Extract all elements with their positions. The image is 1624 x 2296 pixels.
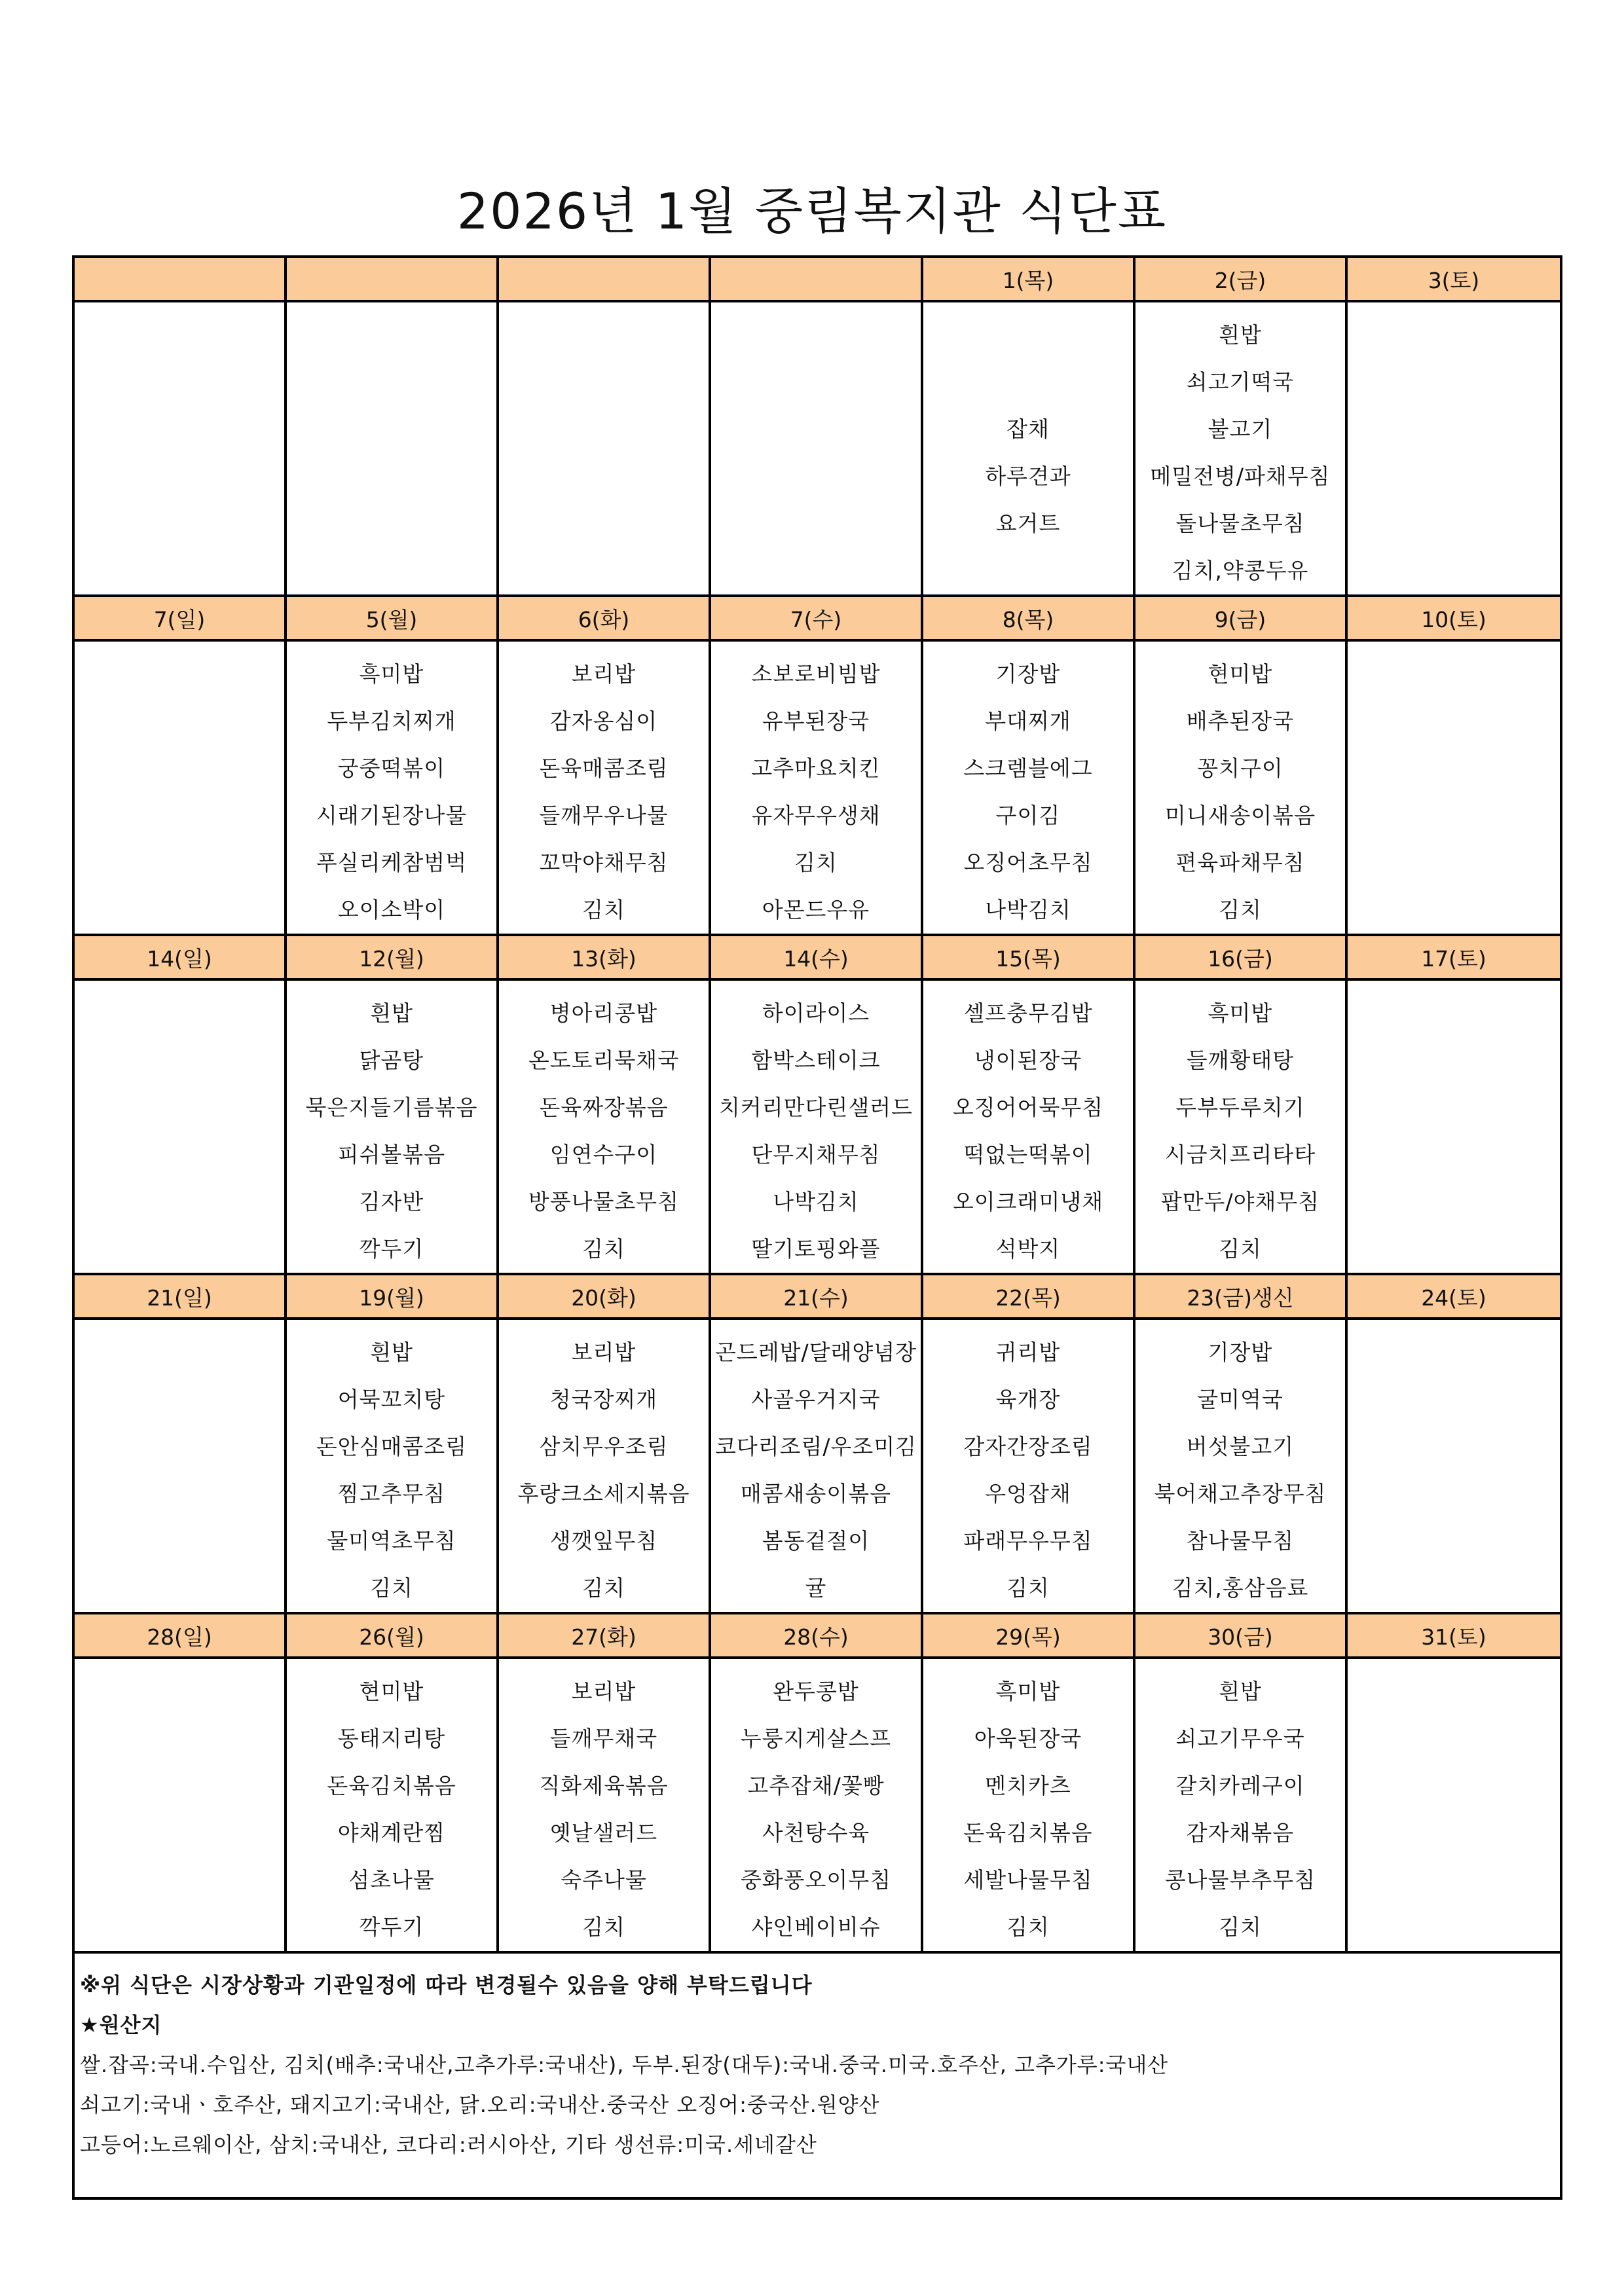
dish-item: 흑미밥 <box>1208 1000 1273 1026</box>
day-header <box>498 257 710 301</box>
dish-item: 돌나물초무침 <box>1175 511 1305 536</box>
dish-item: 잡채 <box>1006 416 1050 442</box>
dish-item: 딸기토핑와플 <box>751 1236 881 1262</box>
dish-item: 병아리콩밥 <box>549 1000 658 1026</box>
dish-item: 쇠고기떡국 <box>1186 369 1295 395</box>
day-menu-cell <box>286 1319 498 1613</box>
dish-item: 요거트 <box>995 511 1061 536</box>
dish-list <box>711 302 921 312</box>
dish-item: 김치 <box>1219 897 1262 922</box>
day-header: 12(월) <box>286 935 498 979</box>
dish-item: 흰밥 <box>370 1000 413 1026</box>
day-header: 9(금) <box>1134 596 1346 640</box>
dish-item: 현미밥 <box>359 1679 424 1704</box>
dish-item: 매콤새송이볶음 <box>740 1481 892 1506</box>
dish-list <box>923 981 1133 1273</box>
dish-item: 돈안심매콤조림 <box>316 1434 468 1459</box>
dish-item: 팝만두/야채무침 <box>1160 1189 1320 1214</box>
dish-item: 배추된장국 <box>1186 708 1295 734</box>
dish-item: 유자무우생채 <box>751 803 881 828</box>
menu-change-notice: ※위 식단은 시장상황과 기관일정에 따라 변경될수 있음을 양해 부탁드립니다 <box>80 1973 813 1997</box>
dish-item: 우엉잡채 <box>985 1481 1071 1506</box>
day-menu-cell <box>710 1658 922 1952</box>
dish-item: 완두콩밥 <box>773 1679 859 1704</box>
day-menu-cell <box>1346 301 1561 596</box>
day-header: 3(토) <box>1346 257 1561 301</box>
day-menu-cell <box>1134 1658 1346 1952</box>
day-menu-cell <box>73 1658 286 1952</box>
day-menu-cell <box>1346 979 1561 1274</box>
dish-item: 스크렘블에그 <box>963 756 1093 781</box>
dish-item: 김치 <box>582 897 625 922</box>
origin-line: 쌀.잡곡:국내.수입산, 김치(배추:국내산,고추가루:국내산), 두부.된장(대두):국내.중국.미국.호주산, 고추가루:국내산 <box>80 2052 1169 2077</box>
day-header: 7(일) <box>73 596 286 640</box>
dish-item: 김치 <box>582 1914 625 1940</box>
day-header: 31(토) <box>1346 1613 1561 1658</box>
day-header: 24(토) <box>1346 1274 1561 1319</box>
day-menu-cell <box>1346 640 1561 935</box>
dish-item: 흰밥 <box>1219 1679 1262 1704</box>
dish-list <box>499 642 709 934</box>
day-menu-cell <box>498 1319 710 1613</box>
dish-item: 굴미역국 <box>1197 1387 1283 1412</box>
day-header: 17(토) <box>1346 935 1561 979</box>
origin-line: 쇠고기:국내ㆍ호주산, 돼지고기:국내산, 닭.오리:국내산.중국산 오징어:중국산.원양산 <box>80 2092 880 2117</box>
dish-list <box>711 981 921 1273</box>
dish-item: 묵은지들기름볶음 <box>305 1095 478 1120</box>
day-menu-cell <box>922 1319 1134 1613</box>
dish-item: 찜고추무침 <box>337 1481 446 1506</box>
dish-item: 기장밥 <box>995 661 1061 687</box>
day-menu-cell <box>1346 1319 1561 1613</box>
dish-item: 김치,홍삼음료 <box>1172 1575 1309 1601</box>
dish-item: 감자간장조림 <box>963 1434 1093 1459</box>
dish-item: 돈육김치볶음 <box>963 1820 1093 1846</box>
dish-item: 오이크래미냉채 <box>952 1189 1104 1214</box>
day-menu-cell <box>286 979 498 1274</box>
day-header: 30(금) <box>1134 1613 1346 1658</box>
day-header: 23(금)생신 <box>1134 1274 1346 1319</box>
dish-item: 감자채볶음 <box>1186 1820 1295 1846</box>
day-menu-cell <box>73 1319 286 1613</box>
dish-list <box>711 642 921 934</box>
dish-item: 돈육김치볶음 <box>327 1773 456 1798</box>
day-menu-cell <box>73 979 286 1274</box>
dish-item: 김치 <box>1006 1914 1050 1940</box>
dish-item: 들깨무채국 <box>549 1726 658 1751</box>
dish-item: 샤인베이비슈 <box>751 1914 881 1940</box>
dish-item: 오징어어묵무침 <box>952 1095 1104 1120</box>
dish-item: 김치 <box>1219 1914 1262 1940</box>
day-menu-cell <box>710 640 922 935</box>
dish-item: 미니새송이볶음 <box>1164 803 1316 828</box>
dish-item: 방풍나물초무침 <box>528 1189 680 1214</box>
day-header: 16(금) <box>1134 935 1346 979</box>
dish-item: 옛날샐러드 <box>549 1820 658 1846</box>
dish-item: 흑미밥 <box>995 1679 1061 1704</box>
dish-item: 꼬막야채무침 <box>539 850 669 875</box>
dish-item: 하이라이스 <box>762 1000 870 1026</box>
dish-item: 고추마요치킨 <box>751 756 881 781</box>
day-menu-cell <box>498 979 710 1274</box>
dish-item: 깍두기 <box>359 1236 424 1262</box>
dish-item: 아욱된장국 <box>974 1726 1082 1751</box>
dish-item: 깍두기 <box>359 1914 424 1940</box>
dish-item: 김치 <box>582 1236 625 1262</box>
dish-list <box>711 1659 921 1951</box>
dish-list <box>287 1659 496 1951</box>
week-menu-row <box>73 301 1561 596</box>
day-menu-cell <box>73 640 286 935</box>
dish-item: 버섯불고기 <box>1186 1434 1295 1459</box>
week-menu-row <box>73 979 1561 1274</box>
day-header: 14(일) <box>73 935 286 979</box>
dish-item: 들깨황태탕 <box>1186 1048 1295 1073</box>
day-header: 13(화) <box>498 935 710 979</box>
day-menu-cell <box>710 979 922 1274</box>
dish-list <box>923 1320 1133 1612</box>
day-menu-cell <box>922 640 1134 935</box>
dish-list <box>1348 1320 1560 1329</box>
dish-list <box>1135 981 1345 1273</box>
day-header: 10(토) <box>1346 596 1561 640</box>
week-header-row <box>73 257 1561 301</box>
dish-item: 야채계란찜 <box>337 1820 446 1846</box>
day-menu-cell <box>286 640 498 935</box>
dish-item: 두부두루치기 <box>1175 1095 1305 1120</box>
day-menu-cell <box>498 640 710 935</box>
day-menu-cell <box>498 301 710 596</box>
dish-item: 북어채고추장무침 <box>1154 1481 1327 1506</box>
dish-item: 곤드레밥/달래양념장 <box>714 1339 917 1365</box>
dish-item: 갈치카레구이 <box>1175 1773 1305 1798</box>
dish-item: 보리밥 <box>571 1339 637 1365</box>
dish-item: 김치 <box>794 850 838 875</box>
day-header: 21(일) <box>73 1274 286 1319</box>
dish-item: 돈육매콤조림 <box>539 756 669 781</box>
dish-list <box>287 642 496 934</box>
dish-list <box>75 1320 284 1329</box>
day-header <box>286 257 498 301</box>
dish-item: 오이소박이 <box>337 897 446 922</box>
day-header: 15(목) <box>922 935 1134 979</box>
dish-item: 소보로비빔밥 <box>751 661 881 687</box>
dish-item: 물미역초무침 <box>327 1528 456 1554</box>
day-header <box>73 257 286 301</box>
dish-item: 기장밥 <box>1208 1339 1273 1365</box>
day-menu-cell <box>922 1658 1134 1952</box>
day-header: 14(수) <box>710 935 922 979</box>
dish-item: 하루견과 <box>985 464 1071 489</box>
day-menu-cell <box>1134 1319 1346 1613</box>
origin-heading: ★원산지 <box>80 2013 162 2037</box>
dish-list <box>1135 1320 1345 1612</box>
dish-item: 섬초나물 <box>348 1867 435 1893</box>
dish-item: 보리밥 <box>571 1679 637 1704</box>
dish-list <box>287 302 496 312</box>
day-header: 2(금) <box>1134 257 1346 301</box>
dish-item: 유부된장국 <box>762 708 870 734</box>
dish-item: 세발나물무침 <box>963 1867 1093 1893</box>
dish-list <box>75 981 284 990</box>
week-menu-row <box>73 1319 1561 1613</box>
dish-list <box>287 981 496 1273</box>
dish-item: 참나물무침 <box>1186 1528 1295 1554</box>
dish-item: 닭곰탕 <box>359 1048 424 1073</box>
day-header: 22(목) <box>922 1274 1134 1319</box>
dish-item: 보리밥 <box>571 661 637 687</box>
dish-item: 궁중떡볶이 <box>337 756 446 781</box>
dish-item: 임연수구이 <box>549 1142 658 1167</box>
dish-item: 직화제육볶음 <box>539 1773 669 1798</box>
dish-item: 숙주나물 <box>561 1867 647 1893</box>
day-menu-cell <box>286 1658 498 1952</box>
dish-list <box>287 1320 496 1612</box>
day-menu-cell <box>922 301 1134 596</box>
day-header: 21(수) <box>710 1274 922 1319</box>
dish-item: 사골우거지국 <box>751 1387 881 1412</box>
day-menu-cell <box>1134 301 1346 596</box>
dish-item: 파래무우무침 <box>963 1528 1093 1554</box>
dish-item: 메밀전병/파채무침 <box>1150 464 1331 489</box>
dish-item: 떡없는떡볶이 <box>963 1142 1093 1167</box>
dish-item: 쇠고기무우국 <box>1175 1726 1305 1751</box>
day-header: 1(목) <box>922 257 1134 301</box>
day-header: 8(목) <box>922 596 1134 640</box>
dish-item: 중화풍오이무침 <box>740 1867 892 1893</box>
dish-item: 어묵꼬치탕 <box>337 1387 446 1412</box>
dish-item: 감자옹심이 <box>549 708 658 734</box>
day-header <box>710 257 922 301</box>
week-header-row <box>73 596 1561 640</box>
day-menu-cell <box>1346 1658 1561 1952</box>
dish-item: 시래기된장나물 <box>316 803 468 828</box>
dish-item: 귀리밥 <box>995 1339 1061 1365</box>
notes-cell <box>73 1952 1561 2198</box>
day-header: 28(일) <box>73 1613 286 1658</box>
dish-item: 푸실리케참범벅 <box>316 850 468 875</box>
day-header: 19(월) <box>286 1274 498 1319</box>
dish-item: 후랑크소세지볶음 <box>517 1481 690 1506</box>
day-menu-cell <box>710 1319 922 1613</box>
dish-item: 나박김치 <box>985 897 1071 922</box>
week-header-row <box>73 1274 1561 1319</box>
dish-item: 아몬드우유 <box>762 897 870 922</box>
dish-list <box>1135 642 1345 934</box>
dish-item: 귤 <box>805 1575 827 1601</box>
dish-item: 생깻잎무침 <box>549 1528 658 1554</box>
origin-line: 고등어:노르웨이산, 삼치:국내산, 코다리:러시아산, 기타 생선류:미국.세네갈산 <box>80 2132 817 2157</box>
dish-list <box>499 1320 709 1612</box>
dish-list <box>923 302 1133 547</box>
dish-item: 김치,약콩두유 <box>1172 558 1309 583</box>
day-header: 26(월) <box>286 1613 498 1658</box>
dish-item: 나박김치 <box>773 1189 859 1214</box>
day-menu-cell <box>286 301 498 596</box>
dish-item: 김치 <box>370 1575 413 1601</box>
dish-item: 피쉬볼볶음 <box>337 1142 446 1167</box>
dish-item: 돈육짜장볶음 <box>539 1095 669 1120</box>
dish-item: 청국장찌개 <box>549 1387 658 1412</box>
day-menu-cell <box>1134 640 1346 935</box>
dish-list <box>1348 981 1560 990</box>
dish-list <box>1348 642 1560 651</box>
dish-item: 삼치무우조림 <box>539 1434 669 1459</box>
day-header: 27(화) <box>498 1613 710 1658</box>
dish-item: 들깨무우나물 <box>539 803 669 828</box>
day-header: 28(수) <box>710 1613 922 1658</box>
day-header: 29(목) <box>922 1613 1134 1658</box>
page-title: 2026년 1월 중림복지관 식단표 <box>456 182 1168 240</box>
day-header: 7(수) <box>710 596 922 640</box>
dish-item: 흑미밥 <box>359 661 424 687</box>
dish-list <box>75 1659 284 1668</box>
dish-item: 구이김 <box>995 803 1061 828</box>
dish-item: 부대찌개 <box>985 708 1071 734</box>
dish-item: 편육파채무침 <box>1175 850 1305 875</box>
week-menu-row <box>73 640 1561 935</box>
dish-item: 석박지 <box>995 1236 1061 1262</box>
dish-item: 김치 <box>1006 1575 1050 1601</box>
dish-item: 흰밥 <box>370 1339 413 1365</box>
dish-list <box>1348 302 1560 312</box>
dish-item: 셀프충무김밥 <box>963 1000 1093 1026</box>
day-menu-cell <box>922 979 1134 1274</box>
dish-item: 온도토리묵채국 <box>528 1048 680 1073</box>
dish-item: 고추잡채/꽃빵 <box>747 1773 885 1798</box>
week-header-row <box>73 935 1561 979</box>
day-header: 6(화) <box>498 596 710 640</box>
dish-list <box>923 1659 1133 1951</box>
dish-item: 김자반 <box>359 1189 424 1214</box>
dish-item: 사천탕수육 <box>762 1820 870 1846</box>
dish-item: 치커리만다린샐러드 <box>719 1095 913 1120</box>
dish-list <box>499 1659 709 1951</box>
dish-item: 현미밥 <box>1208 661 1273 687</box>
dish-list <box>75 302 284 312</box>
day-menu-cell <box>710 301 922 596</box>
day-header: 20(화) <box>498 1274 710 1319</box>
dish-item: 냉이된장국 <box>974 1048 1082 1073</box>
dish-item: 코다리조림/우조미김 <box>714 1434 917 1459</box>
day-menu-cell <box>73 301 286 596</box>
dish-item: 불고기 <box>1208 416 1273 442</box>
dish-list <box>499 302 709 312</box>
day-menu-cell <box>1134 979 1346 1274</box>
dish-item: 단무지채무침 <box>751 1142 881 1167</box>
dish-item: 육개장 <box>995 1387 1061 1412</box>
dish-item: 누룽지게살스프 <box>740 1726 892 1751</box>
dish-list <box>1135 302 1345 594</box>
dish-list <box>499 981 709 1273</box>
dish-item: 멘치카츠 <box>985 1773 1071 1798</box>
dish-list <box>1135 1659 1345 1951</box>
dish-item: 동태지리탕 <box>337 1726 446 1751</box>
menu-table <box>72 255 1562 2200</box>
dish-list <box>923 642 1133 934</box>
dish-item: 함박스테이크 <box>751 1048 881 1073</box>
dish-list <box>1348 1659 1560 1668</box>
dish-item: 흰밥 <box>1219 322 1262 348</box>
dish-list <box>75 642 284 651</box>
dish-list <box>711 1320 921 1612</box>
dish-item: 꽁치구이 <box>1197 756 1283 781</box>
week-header-row <box>73 1613 1561 1658</box>
day-menu-cell <box>498 1658 710 1952</box>
dish-item: 김치 <box>582 1575 625 1601</box>
dish-item: 김치 <box>1219 1236 1262 1262</box>
dish-item: 봄동겉절이 <box>762 1528 870 1554</box>
dish-item: 두부김치찌개 <box>327 708 456 734</box>
week-menu-row <box>73 1658 1561 1952</box>
dish-item: 시금치프리타타 <box>1164 1142 1316 1167</box>
dish-item: 콩나물부추무침 <box>1164 1867 1316 1893</box>
dish-item: 오징어초무침 <box>963 850 1093 875</box>
day-header: 5(월) <box>286 596 498 640</box>
